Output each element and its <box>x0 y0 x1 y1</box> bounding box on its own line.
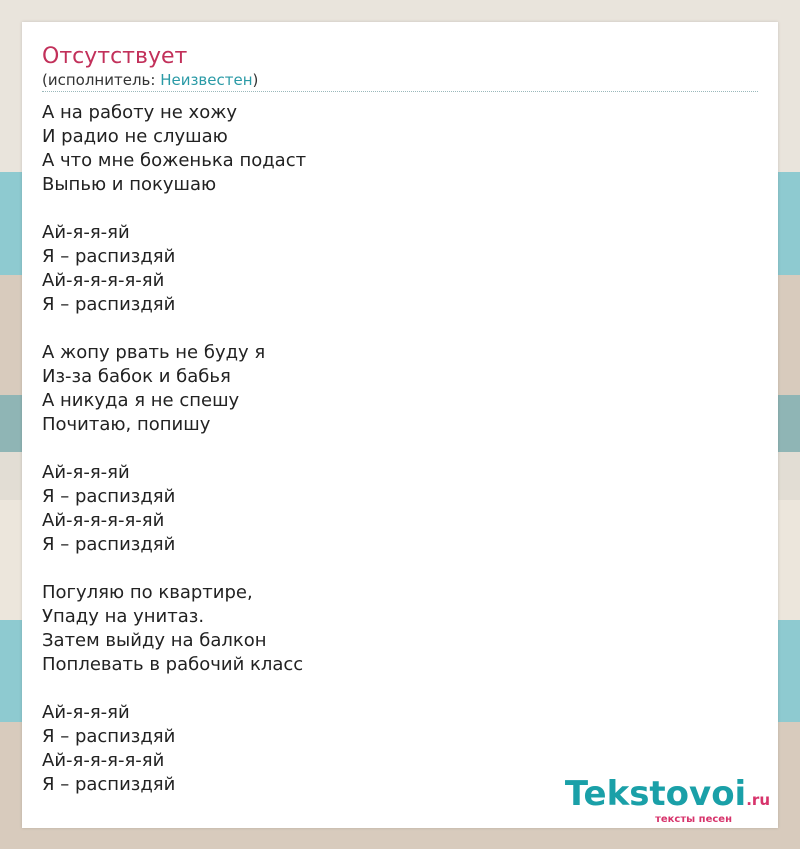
lyric-line: Ай-я-я-яй <box>42 702 130 723</box>
lyric-line: А никуда я не спешу <box>42 390 240 411</box>
lyric-line: Я – распиздяй <box>42 246 176 267</box>
artist-line <box>42 70 258 90</box>
lyric-line: А жопу рвать не буду я <box>42 342 266 363</box>
lyric-line: Погуляю по квартире, <box>42 582 253 603</box>
lyric-line: Из-за бабок и бабья <box>42 366 231 387</box>
logo-tld: .ru <box>746 791 770 809</box>
lyric-line: Затем выйду на балкон <box>42 630 267 651</box>
artist-link[interactable]: Неизвестен <box>160 71 253 89</box>
lyric-line <box>42 197 306 221</box>
lyric-line: Я – распиздяй <box>42 534 176 555</box>
lyric-line: Ай-я-я-яй <box>42 462 130 483</box>
lyric-line: Я – распиздяй <box>42 486 176 507</box>
lyric-line: Выпью и покушаю <box>42 174 217 195</box>
lyric-line: Почитаю, попишу <box>42 414 211 435</box>
title-divider <box>42 91 758 92</box>
lyric-line <box>42 317 306 341</box>
lyric-line <box>42 437 306 461</box>
artist-suffix: ) <box>252 71 259 89</box>
logo-main-text: Tekstovoi <box>564 774 747 814</box>
lyric-line: Ай-я-я-яй <box>42 222 130 243</box>
lyric-line <box>42 557 306 581</box>
lyric-line: Ай-я-я-я-я-яй <box>42 510 165 531</box>
lyric-line: Я – распиздяй <box>42 774 176 795</box>
lyric-line: А что мне боженька подаст <box>42 150 307 171</box>
lyric-line: Я – распиздяй <box>42 726 176 747</box>
logo-subtitle: тексты песен <box>655 814 732 825</box>
lyric-line: Я – распиздяй <box>42 294 176 315</box>
lyrics-card <box>22 22 778 828</box>
lyric-line <box>42 677 306 701</box>
lyrics-text <box>42 101 306 797</box>
lyric-line: А на работу не хожу <box>42 102 238 123</box>
site-logo[interactable] <box>565 776 770 826</box>
lyric-line: И радио не слушаю <box>42 126 228 147</box>
logo-wordmark <box>565 776 770 818</box>
artist-prefix: (исполнитель: <box>42 71 161 89</box>
lyric-line: Ай-я-я-я-я-яй <box>42 270 165 291</box>
song-title: Отсутствует <box>42 44 188 69</box>
lyric-line: Ай-я-я-я-я-яй <box>42 750 165 771</box>
lyric-line: Поплевать в рабочий класс <box>42 654 304 675</box>
lyric-line: Упаду на унитаз. <box>42 606 205 627</box>
